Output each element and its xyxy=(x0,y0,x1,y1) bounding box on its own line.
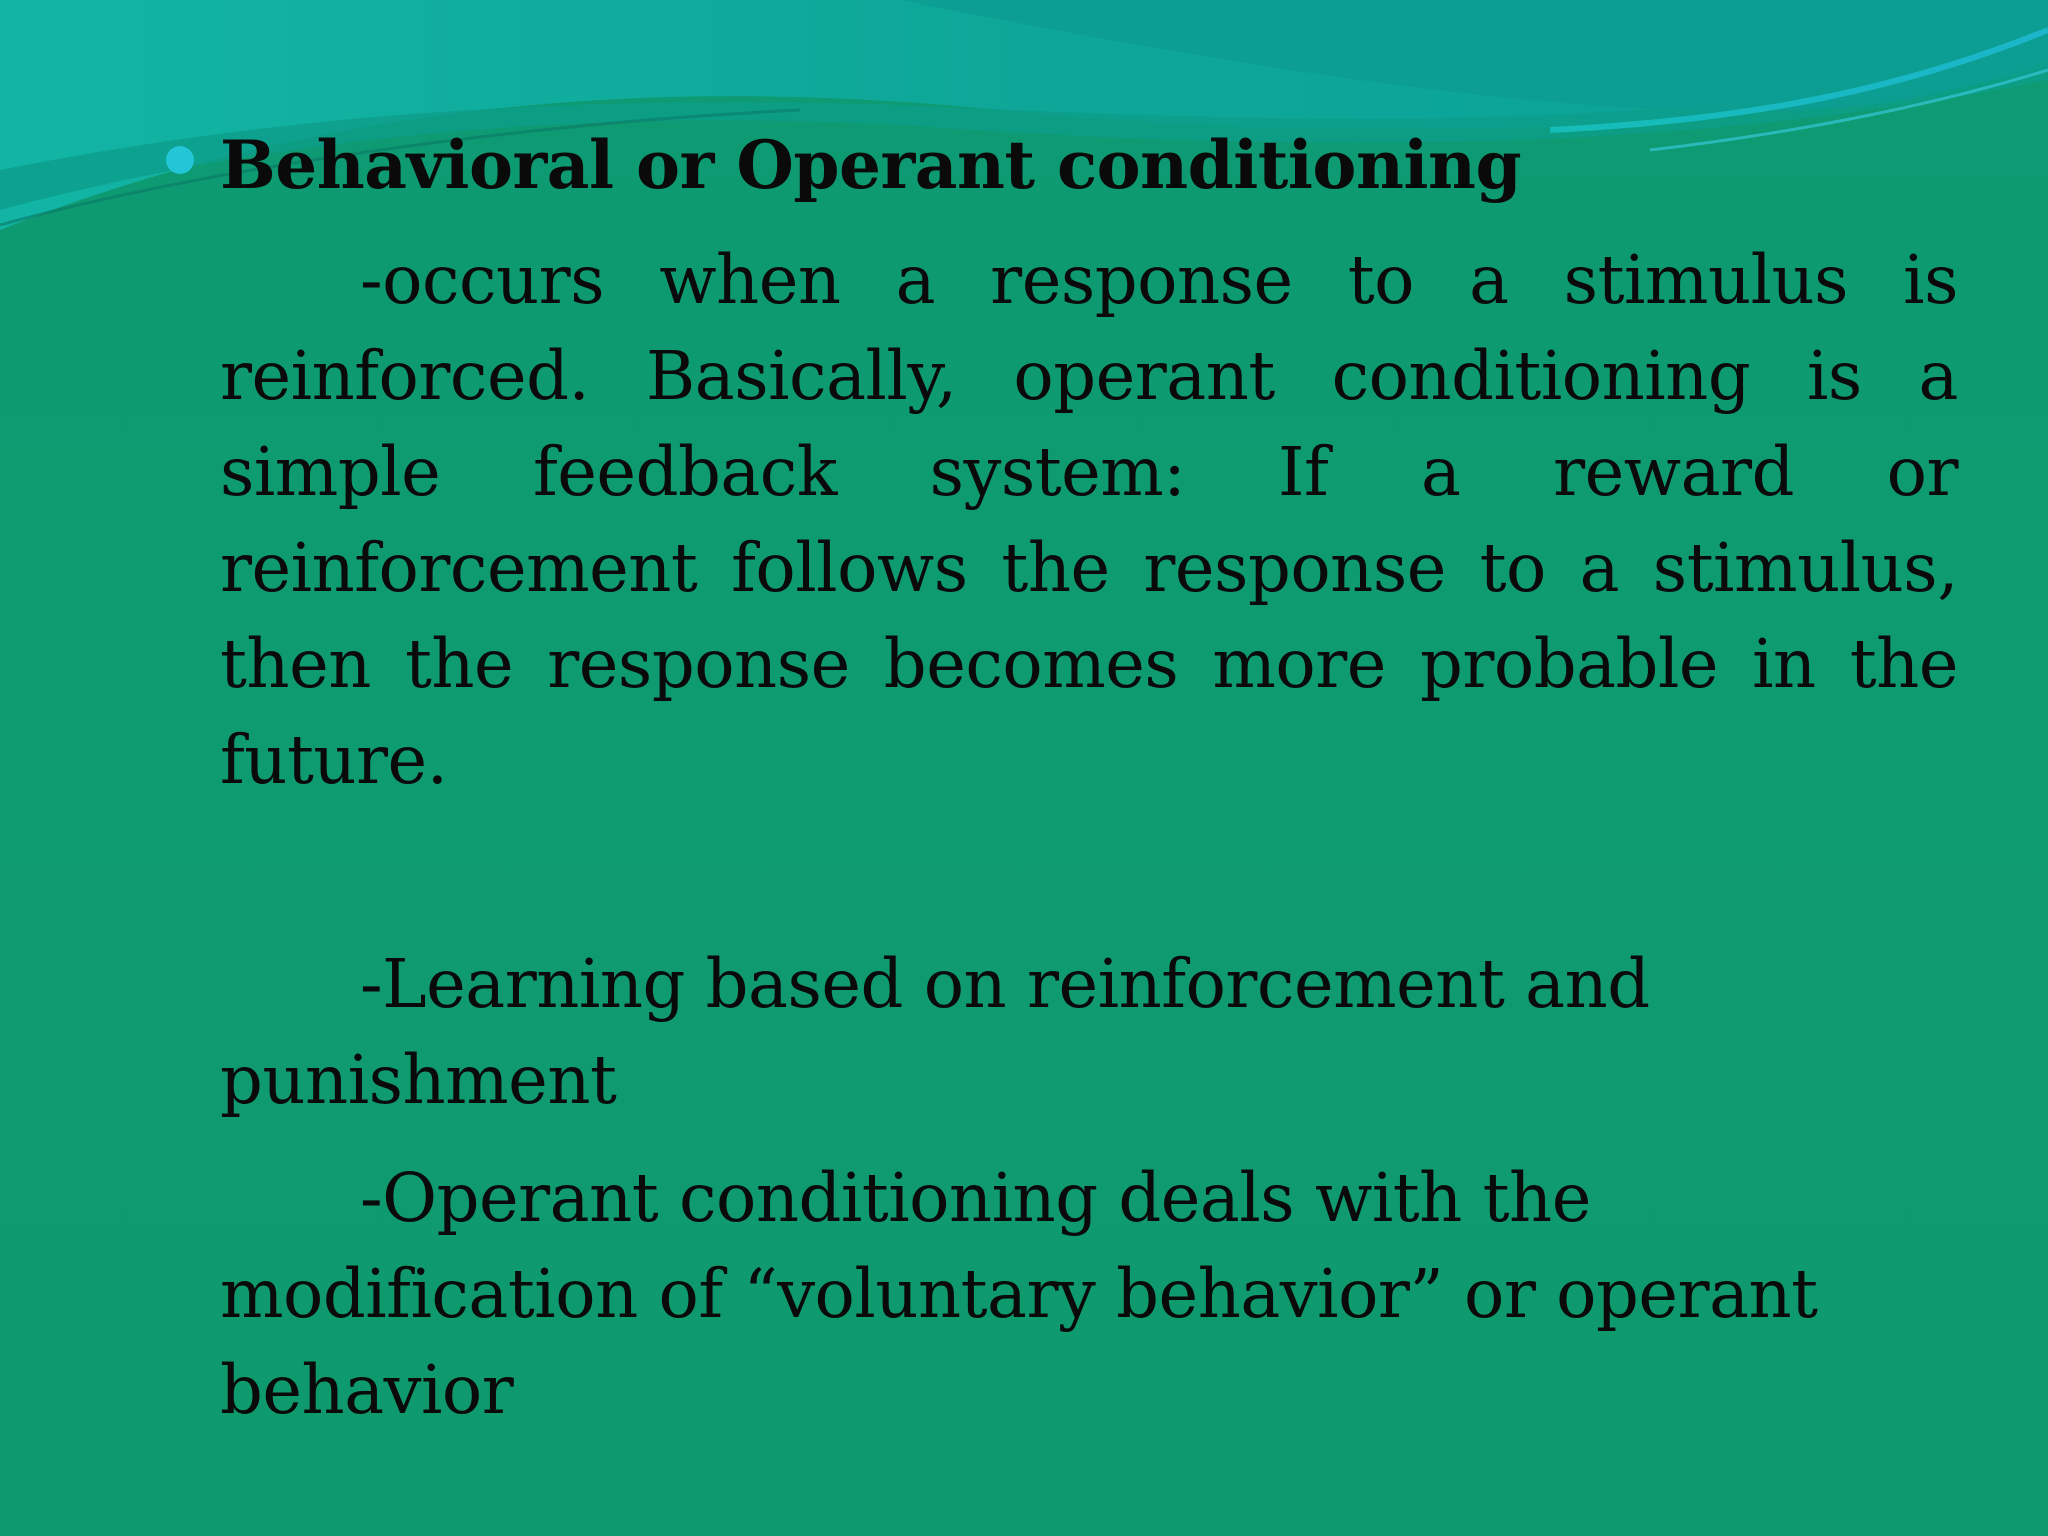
paragraph-definition xyxy=(220,232,1958,808)
paragraph-text: -occurs when a response to a stimulus is reinforced. Basically, operant conditioning is a simple feedback system: If a reward or reinforcement follows the response to a stimulus, then the response becomes more probable in the future. xyxy=(220,241,1958,799)
paragraph-text: -Learning based on reinforcement and punishment xyxy=(220,945,1650,1119)
paragraph-learning xyxy=(220,936,1958,1128)
bullet-icon xyxy=(166,146,194,174)
paragraph-text: -Operant conditioning deals with the modification of “voluntary behavior” or operant behavior xyxy=(220,1159,1818,1429)
slide-heading: Behavioral or Operant conditioning xyxy=(220,126,1522,204)
paragraph-modification xyxy=(220,1150,1958,1438)
